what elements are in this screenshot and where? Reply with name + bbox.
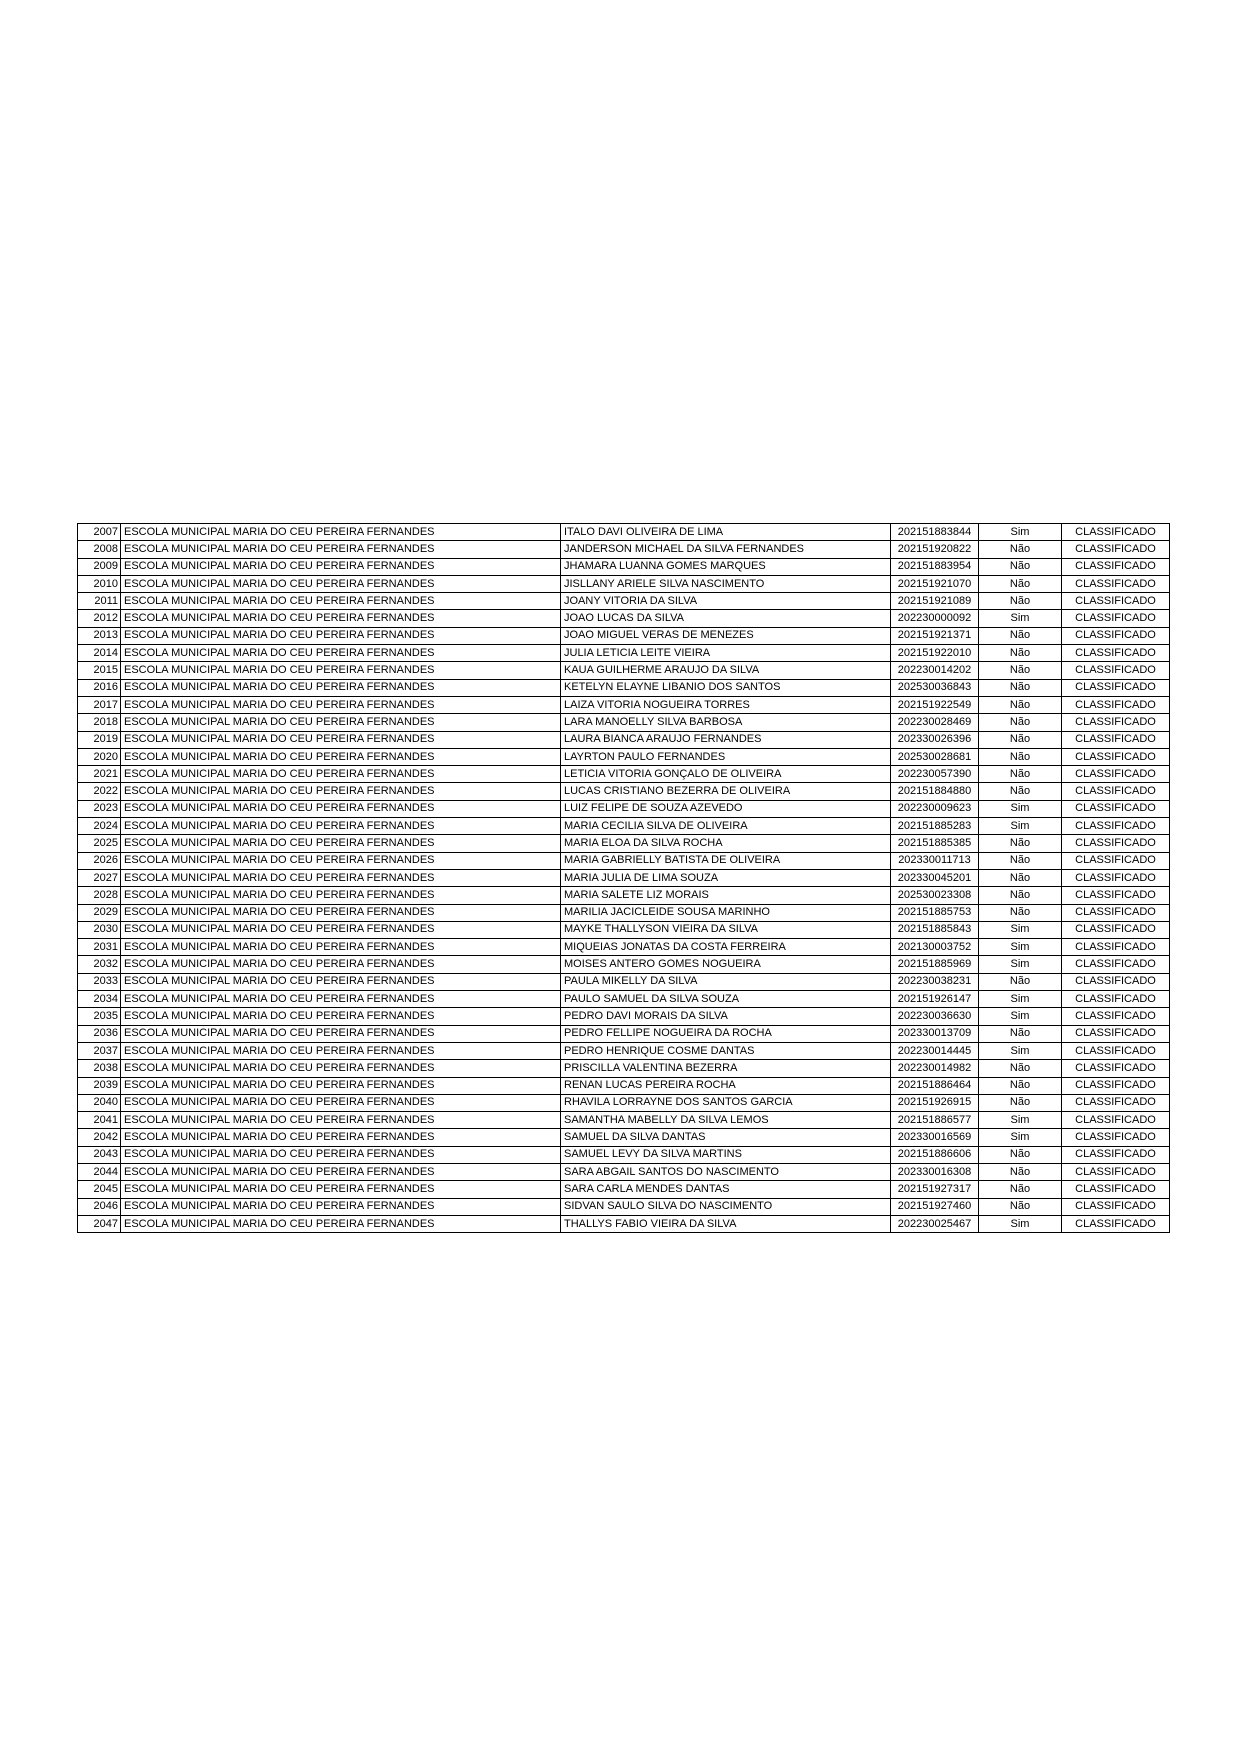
status-cell: CLASSIFICADO	[1062, 869, 1170, 886]
flag-cell: Sim	[979, 956, 1062, 973]
row-number-cell: 2022	[78, 783, 121, 800]
flag-cell: Não	[979, 748, 1062, 765]
status-cell: CLASSIFICADO	[1062, 904, 1170, 921]
row-number-cell: 2020	[78, 748, 121, 765]
student-name-cell: LAIZA VITORIA NOGUEIRA TORRES	[561, 696, 891, 713]
registration-cell: 202330016308	[891, 1163, 979, 1180]
row-number-cell: 2036	[78, 1025, 121, 1042]
status-cell: CLASSIFICADO	[1062, 593, 1170, 610]
student-name-cell: RHAVILA LORRAYNE DOS SANTOS GARCIA	[561, 1094, 891, 1111]
flag-cell: Não	[979, 662, 1062, 679]
table-row	[78, 662, 1170, 679]
registration-cell: 202151922549	[891, 696, 979, 713]
school-cell: ESCOLA MUNICIPAL MARIA DO CEU PEREIRA FERNANDES	[121, 1146, 561, 1163]
table-row	[78, 904, 1170, 921]
school-cell: ESCOLA MUNICIPAL MARIA DO CEU PEREIRA FERNANDES	[121, 645, 561, 662]
row-number-cell: 2023	[78, 800, 121, 817]
student-name-cell: SAMUEL DA SILVA DANTAS	[561, 1129, 891, 1146]
student-name-cell: LUIZ FELIPE DE SOUZA AZEVEDO	[561, 800, 891, 817]
table-row	[78, 1025, 1170, 1042]
school-cell: ESCOLA MUNICIPAL MARIA DO CEU PEREIRA FERNANDES	[121, 973, 561, 990]
school-cell: ESCOLA MUNICIPAL MARIA DO CEU PEREIRA FERNANDES	[121, 610, 561, 627]
flag-cell: Sim	[979, 1129, 1062, 1146]
student-name-cell: KETELYN ELAYNE LIBANIO DOS SANTOS	[561, 679, 891, 696]
row-number-cell: 2041	[78, 1112, 121, 1129]
row-number-cell: 2024	[78, 818, 121, 835]
school-cell: ESCOLA MUNICIPAL MARIA DO CEU PEREIRA FERNANDES	[121, 558, 561, 575]
registration-cell: 202151921070	[891, 575, 979, 592]
row-number-cell: 2008	[78, 541, 121, 558]
flag-cell: Não	[979, 731, 1062, 748]
school-cell: ESCOLA MUNICIPAL MARIA DO CEU PEREIRA FERNANDES	[121, 1094, 561, 1111]
school-cell: ESCOLA MUNICIPAL MARIA DO CEU PEREIRA FERNANDES	[121, 921, 561, 938]
row-number-cell: 2026	[78, 852, 121, 869]
student-name-cell: PEDRO DAVI MORAIS DA SILVA	[561, 1008, 891, 1025]
registration-cell: 202151920822	[891, 541, 979, 558]
student-name-cell: SARA CARLA MENDES DANTAS	[561, 1181, 891, 1198]
row-number-cell: 2013	[78, 627, 121, 644]
status-cell: CLASSIFICADO	[1062, 645, 1170, 662]
flag-cell: Sim	[979, 818, 1062, 835]
school-cell: ESCOLA MUNICIPAL MARIA DO CEU PEREIRA FERNANDES	[121, 696, 561, 713]
registration-cell: 202151883844	[891, 524, 979, 541]
registration-cell: 202230025467	[891, 1215, 979, 1232]
row-number-cell: 2021	[78, 766, 121, 783]
student-name-cell: SAMUEL LEVY DA SILVA MARTINS	[561, 1146, 891, 1163]
school-cell: ESCOLA MUNICIPAL MARIA DO CEU PEREIRA FERNANDES	[121, 627, 561, 644]
table-row	[78, 921, 1170, 938]
student-name-cell: RENAN LUCAS PEREIRA ROCHA	[561, 1077, 891, 1094]
flag-cell: Sim	[979, 1008, 1062, 1025]
registration-cell: 202330016569	[891, 1129, 979, 1146]
status-cell: CLASSIFICADO	[1062, 731, 1170, 748]
flag-cell: Não	[979, 714, 1062, 731]
status-cell: CLASSIFICADO	[1062, 1112, 1170, 1129]
table-row	[78, 593, 1170, 610]
school-cell: ESCOLA MUNICIPAL MARIA DO CEU PEREIRA FERNANDES	[121, 1060, 561, 1077]
flag-cell: Não	[979, 852, 1062, 869]
row-number-cell: 2015	[78, 662, 121, 679]
status-cell: CLASSIFICADO	[1062, 575, 1170, 592]
table-row	[78, 1008, 1170, 1025]
registration-cell: 202230057390	[891, 766, 979, 783]
status-cell: CLASSIFICADO	[1062, 921, 1170, 938]
school-cell: ESCOLA MUNICIPAL MARIA DO CEU PEREIRA FERNANDES	[121, 904, 561, 921]
student-name-cell: MARIA GABRIELLY BATISTA DE OLIVEIRA	[561, 852, 891, 869]
status-cell: CLASSIFICADO	[1062, 783, 1170, 800]
status-cell: CLASSIFICADO	[1062, 887, 1170, 904]
school-cell: ESCOLA MUNICIPAL MARIA DO CEU PEREIRA FERNANDES	[121, 783, 561, 800]
table-row	[78, 558, 1170, 575]
table-row	[78, 714, 1170, 731]
status-cell: CLASSIFICADO	[1062, 991, 1170, 1008]
flag-cell: Não	[979, 627, 1062, 644]
table-row	[78, 1094, 1170, 1111]
school-cell: ESCOLA MUNICIPAL MARIA DO CEU PEREIRA FERNANDES	[121, 956, 561, 973]
row-number-cell: 2046	[78, 1198, 121, 1215]
school-cell: ESCOLA MUNICIPAL MARIA DO CEU PEREIRA FERNANDES	[121, 1198, 561, 1215]
row-number-cell: 2040	[78, 1094, 121, 1111]
registration-cell: 202230000092	[891, 610, 979, 627]
student-name-cell: SAMANTHA MABELLY DA SILVA LEMOS	[561, 1112, 891, 1129]
school-cell: ESCOLA MUNICIPAL MARIA DO CEU PEREIRA FERNANDES	[121, 748, 561, 765]
status-cell: CLASSIFICADO	[1062, 1163, 1170, 1180]
flag-cell: Sim	[979, 921, 1062, 938]
registration-cell: 202230038231	[891, 973, 979, 990]
status-cell: CLASSIFICADO	[1062, 1181, 1170, 1198]
status-cell: CLASSIFICADO	[1062, 679, 1170, 696]
student-name-cell: PAULA MIKELLY DA SILVA	[561, 973, 891, 990]
school-cell: ESCOLA MUNICIPAL MARIA DO CEU PEREIRA FERNANDES	[121, 524, 561, 541]
table-row	[78, 731, 1170, 748]
row-number-cell: 2014	[78, 645, 121, 662]
registration-cell: 202151927317	[891, 1181, 979, 1198]
school-cell: ESCOLA MUNICIPAL MARIA DO CEU PEREIRA FERNANDES	[121, 869, 561, 886]
flag-cell: Não	[979, 1077, 1062, 1094]
flag-cell: Não	[979, 904, 1062, 921]
status-cell: CLASSIFICADO	[1062, 973, 1170, 990]
student-name-cell: MARILIA JACICLEIDE SOUSA MARINHO	[561, 904, 891, 921]
registration-cell: 202151886577	[891, 1112, 979, 1129]
flag-cell: Sim	[979, 939, 1062, 956]
school-cell: ESCOLA MUNICIPAL MARIA DO CEU PEREIRA FERNANDES	[121, 1042, 561, 1059]
status-cell: CLASSIFICADO	[1062, 1008, 1170, 1025]
row-number-cell: 2029	[78, 904, 121, 921]
row-number-cell: 2037	[78, 1042, 121, 1059]
table-row	[78, 1042, 1170, 1059]
student-name-cell: KAUA GUILHERME ARAUJO DA SILVA	[561, 662, 891, 679]
table-row	[78, 1181, 1170, 1198]
row-number-cell: 2007	[78, 524, 121, 541]
row-number-cell: 2019	[78, 731, 121, 748]
school-cell: ESCOLA MUNICIPAL MARIA DO CEU PEREIRA FERNANDES	[121, 1129, 561, 1146]
row-number-cell: 2028	[78, 887, 121, 904]
row-number-cell: 2043	[78, 1146, 121, 1163]
school-cell: ESCOLA MUNICIPAL MARIA DO CEU PEREIRA FERNANDES	[121, 1077, 561, 1094]
school-cell: ESCOLA MUNICIPAL MARIA DO CEU PEREIRA FERNANDES	[121, 991, 561, 1008]
school-cell: ESCOLA MUNICIPAL MARIA DO CEU PEREIRA FERNANDES	[121, 593, 561, 610]
registration-cell: 202230014202	[891, 662, 979, 679]
student-name-cell: JULIA LETICIA LEITE VIEIRA	[561, 645, 891, 662]
row-number-cell: 2044	[78, 1163, 121, 1180]
row-number-cell: 2011	[78, 593, 121, 610]
flag-cell: Não	[979, 1094, 1062, 1111]
flag-cell: Não	[979, 679, 1062, 696]
status-cell: CLASSIFICADO	[1062, 662, 1170, 679]
registration-cell: 202151886464	[891, 1077, 979, 1094]
student-name-cell: JOANY VITORIA DA SILVA	[561, 593, 891, 610]
flag-cell: Não	[979, 541, 1062, 558]
status-cell: CLASSIFICADO	[1062, 1129, 1170, 1146]
flag-cell: Não	[979, 1025, 1062, 1042]
row-number-cell: 2010	[78, 575, 121, 592]
table-row	[78, 973, 1170, 990]
school-cell: ESCOLA MUNICIPAL MARIA DO CEU PEREIRA FERNANDES	[121, 662, 561, 679]
row-number-cell: 2034	[78, 991, 121, 1008]
student-name-cell: MAYKE THALLYSON VIEIRA DA SILVA	[561, 921, 891, 938]
school-cell: ESCOLA MUNICIPAL MARIA DO CEU PEREIRA FERNANDES	[121, 887, 561, 904]
flag-cell: Sim	[979, 610, 1062, 627]
registration-cell: 202530036843	[891, 679, 979, 696]
school-cell: ESCOLA MUNICIPAL MARIA DO CEU PEREIRA FERNANDES	[121, 939, 561, 956]
student-name-cell: MIQUEIAS JONATAS DA COSTA FERREIRA	[561, 939, 891, 956]
school-cell: ESCOLA MUNICIPAL MARIA DO CEU PEREIRA FERNANDES	[121, 852, 561, 869]
student-name-cell: JANDERSON MICHAEL DA SILVA FERNANDES	[561, 541, 891, 558]
table-row	[78, 524, 1170, 541]
table-row	[78, 1146, 1170, 1163]
registration-cell: 202151885385	[891, 835, 979, 852]
school-cell: ESCOLA MUNICIPAL MARIA DO CEU PEREIRA FERNANDES	[121, 835, 561, 852]
school-cell: ESCOLA MUNICIPAL MARIA DO CEU PEREIRA FERNANDES	[121, 541, 561, 558]
flag-cell: Sim	[979, 991, 1062, 1008]
status-cell: CLASSIFICADO	[1062, 541, 1170, 558]
student-name-cell: MARIA CECILIA SILVA DE OLIVEIRA	[561, 818, 891, 835]
school-cell: ESCOLA MUNICIPAL MARIA DO CEU PEREIRA FERNANDES	[121, 1215, 561, 1232]
student-name-cell: SARA ABGAIL SANTOS DO NASCIMENTO	[561, 1163, 891, 1180]
registration-cell: 202330026396	[891, 731, 979, 748]
row-number-cell: 2012	[78, 610, 121, 627]
flag-cell: Não	[979, 887, 1062, 904]
table-row	[78, 1077, 1170, 1094]
row-number-cell: 2025	[78, 835, 121, 852]
registration-cell: 202230014982	[891, 1060, 979, 1077]
status-cell: CLASSIFICADO	[1062, 766, 1170, 783]
student-name-cell: SIDVAN SAULO SILVA DO NASCIMENTO	[561, 1198, 891, 1215]
flag-cell: Não	[979, 1163, 1062, 1180]
table-row	[78, 887, 1170, 904]
table-row	[78, 852, 1170, 869]
status-cell: CLASSIFICADO	[1062, 956, 1170, 973]
registration-cell: 202151926915	[891, 1094, 979, 1111]
registration-cell: 202530023308	[891, 887, 979, 904]
table-row	[78, 869, 1170, 886]
status-cell: CLASSIFICADO	[1062, 1094, 1170, 1111]
student-name-cell: JOAO LUCAS DA SILVA	[561, 610, 891, 627]
flag-cell: Não	[979, 696, 1062, 713]
status-cell: CLASSIFICADO	[1062, 1146, 1170, 1163]
school-cell: ESCOLA MUNICIPAL MARIA DO CEU PEREIRA FERNANDES	[121, 731, 561, 748]
student-name-cell: JHAMARA LUANNA GOMES MARQUES	[561, 558, 891, 575]
registration-cell: 202530028681	[891, 748, 979, 765]
status-cell: CLASSIFICADO	[1062, 627, 1170, 644]
table-row	[78, 627, 1170, 644]
flag-cell: Não	[979, 835, 1062, 852]
student-name-cell: LARA MANOELLY SILVA BARBOSA	[561, 714, 891, 731]
row-number-cell: 2017	[78, 696, 121, 713]
student-name-cell: LAYRTON PAULO FERNANDES	[561, 748, 891, 765]
registration-cell: 202151886606	[891, 1146, 979, 1163]
school-cell: ESCOLA MUNICIPAL MARIA DO CEU PEREIRA FERNANDES	[121, 1025, 561, 1042]
student-name-cell: MARIA SALETE LIZ MORAIS	[561, 887, 891, 904]
table-row	[78, 1215, 1170, 1232]
table-row	[78, 835, 1170, 852]
school-cell: ESCOLA MUNICIPAL MARIA DO CEU PEREIRA FERNANDES	[121, 679, 561, 696]
status-cell: CLASSIFICADO	[1062, 1077, 1170, 1094]
registration-cell: 202151921371	[891, 627, 979, 644]
flag-cell: Não	[979, 783, 1062, 800]
flag-cell: Não	[979, 1146, 1062, 1163]
school-cell: ESCOLA MUNICIPAL MARIA DO CEU PEREIRA FERNANDES	[121, 714, 561, 731]
status-cell: CLASSIFICADO	[1062, 1215, 1170, 1232]
flag-cell: Não	[979, 1060, 1062, 1077]
flag-cell: Não	[979, 973, 1062, 990]
flag-cell: Sim	[979, 1112, 1062, 1129]
student-name-cell: MARIA ELOA DA SILVA ROCHA	[561, 835, 891, 852]
registration-cell: 202151885283	[891, 818, 979, 835]
row-number-cell: 2016	[78, 679, 121, 696]
registration-cell: 202230009623	[891, 800, 979, 817]
registration-cell: 202230036630	[891, 1008, 979, 1025]
registration-cell: 202130003752	[891, 939, 979, 956]
flag-cell: Não	[979, 558, 1062, 575]
flag-cell: Não	[979, 575, 1062, 592]
student-name-cell: MARIA JULIA DE LIMA SOUZA	[561, 869, 891, 886]
student-name-cell: PEDRO FELLIPE NOGUEIRA DA ROCHA	[561, 1025, 891, 1042]
table-row	[78, 645, 1170, 662]
registration-cell: 202151883954	[891, 558, 979, 575]
flag-cell: Não	[979, 1181, 1062, 1198]
school-cell: ESCOLA MUNICIPAL MARIA DO CEU PEREIRA FERNANDES	[121, 1163, 561, 1180]
table-row	[78, 696, 1170, 713]
student-name-cell: THALLYS FABIO VIEIRA DA SILVA	[561, 1215, 891, 1232]
registration-cell: 202151885753	[891, 904, 979, 921]
flag-cell: Sim	[979, 524, 1062, 541]
student-name-cell: LETICIA VITORIA GONÇALO DE OLIVEIRA	[561, 766, 891, 783]
flag-cell: Não	[979, 766, 1062, 783]
status-cell: CLASSIFICADO	[1062, 852, 1170, 869]
registration-cell: 202330045201	[891, 869, 979, 886]
table-row	[78, 1163, 1170, 1180]
registration-cell: 202151927460	[891, 1198, 979, 1215]
student-name-cell: LAURA BIANCA ARAUJO FERNANDES	[561, 731, 891, 748]
table-row	[78, 610, 1170, 627]
school-cell: ESCOLA MUNICIPAL MARIA DO CEU PEREIRA FERNANDES	[121, 766, 561, 783]
row-number-cell: 2018	[78, 714, 121, 731]
school-cell: ESCOLA MUNICIPAL MARIA DO CEU PEREIRA FERNANDES	[121, 1181, 561, 1198]
school-cell: ESCOLA MUNICIPAL MARIA DO CEU PEREIRA FERNANDES	[121, 818, 561, 835]
table-row	[78, 575, 1170, 592]
status-cell: CLASSIFICADO	[1062, 1042, 1170, 1059]
status-cell: CLASSIFICADO	[1062, 524, 1170, 541]
table-row	[78, 1060, 1170, 1077]
table-row	[78, 766, 1170, 783]
status-cell: CLASSIFICADO	[1062, 1198, 1170, 1215]
registration-cell: 202151926147	[891, 991, 979, 1008]
table-row	[78, 748, 1170, 765]
flag-cell: Sim	[979, 800, 1062, 817]
flag-cell: Não	[979, 1198, 1062, 1215]
student-name-cell: MOISES ANTERO GOMES NOGUEIRA	[561, 956, 891, 973]
registration-cell: 202151884880	[891, 783, 979, 800]
table-row	[78, 1198, 1170, 1215]
status-cell: CLASSIFICADO	[1062, 610, 1170, 627]
table-row	[78, 1112, 1170, 1129]
school-cell: ESCOLA MUNICIPAL MARIA DO CEU PEREIRA FERNANDES	[121, 575, 561, 592]
table-row	[78, 783, 1170, 800]
school-cell: ESCOLA MUNICIPAL MARIA DO CEU PEREIRA FERNANDES	[121, 800, 561, 817]
flag-cell: Sim	[979, 1042, 1062, 1059]
student-name-cell: PRISCILLA VALENTINA BEZERRA	[561, 1060, 891, 1077]
results-table-body	[78, 524, 1170, 1233]
registration-cell: 202330013709	[891, 1025, 979, 1042]
flag-cell: Não	[979, 645, 1062, 662]
table-row	[78, 956, 1170, 973]
flag-cell: Sim	[979, 1215, 1062, 1232]
student-name-cell: PAULO SAMUEL DA SILVA SOUZA	[561, 991, 891, 1008]
student-name-cell: ITALO DAVI OLIVEIRA DE LIMA	[561, 524, 891, 541]
student-name-cell: PEDRO HENRIQUE COSME DANTAS	[561, 1042, 891, 1059]
status-cell: CLASSIFICADO	[1062, 939, 1170, 956]
row-number-cell: 2033	[78, 973, 121, 990]
school-cell: ESCOLA MUNICIPAL MARIA DO CEU PEREIRA FERNANDES	[121, 1008, 561, 1025]
table-row	[78, 1129, 1170, 1146]
row-number-cell: 2045	[78, 1181, 121, 1198]
student-name-cell: LUCAS CRISTIANO BEZERRA DE OLIVEIRA	[561, 783, 891, 800]
table-row	[78, 991, 1170, 1008]
status-cell: CLASSIFICADO	[1062, 558, 1170, 575]
status-cell: CLASSIFICADO	[1062, 748, 1170, 765]
registration-cell: 202151921089	[891, 593, 979, 610]
table-row	[78, 541, 1170, 558]
table-row	[78, 818, 1170, 835]
table-row	[78, 800, 1170, 817]
student-name-cell: JOAO MIGUEL VERAS DE MENEZES	[561, 627, 891, 644]
table-row	[78, 679, 1170, 696]
status-cell: CLASSIFICADO	[1062, 1025, 1170, 1042]
student-name-cell: JISLLANY ARIELE SILVA NASCIMENTO	[561, 575, 891, 592]
row-number-cell: 2035	[78, 1008, 121, 1025]
registration-cell: 202151885843	[891, 921, 979, 938]
row-number-cell: 2030	[78, 921, 121, 938]
registration-cell: 202151885969	[891, 956, 979, 973]
registration-cell: 202330011713	[891, 852, 979, 869]
status-cell: CLASSIFICADO	[1062, 800, 1170, 817]
flag-cell: Não	[979, 593, 1062, 610]
registration-cell: 202230028469	[891, 714, 979, 731]
row-number-cell: 2038	[78, 1060, 121, 1077]
row-number-cell: 2009	[78, 558, 121, 575]
flag-cell: Não	[979, 869, 1062, 886]
results-table	[77, 523, 1170, 1233]
row-number-cell: 2042	[78, 1129, 121, 1146]
status-cell: CLASSIFICADO	[1062, 714, 1170, 731]
row-number-cell: 2032	[78, 956, 121, 973]
status-cell: CLASSIFICADO	[1062, 835, 1170, 852]
status-cell: CLASSIFICADO	[1062, 818, 1170, 835]
registration-cell: 202151922010	[891, 645, 979, 662]
status-cell: CLASSIFICADO	[1062, 1060, 1170, 1077]
row-number-cell: 2047	[78, 1215, 121, 1232]
school-cell: ESCOLA MUNICIPAL MARIA DO CEU PEREIRA FERNANDES	[121, 1112, 561, 1129]
row-number-cell: 2027	[78, 869, 121, 886]
registration-cell: 202230014445	[891, 1042, 979, 1059]
table-row	[78, 939, 1170, 956]
row-number-cell: 2031	[78, 939, 121, 956]
status-cell: CLASSIFICADO	[1062, 696, 1170, 713]
row-number-cell: 2039	[78, 1077, 121, 1094]
